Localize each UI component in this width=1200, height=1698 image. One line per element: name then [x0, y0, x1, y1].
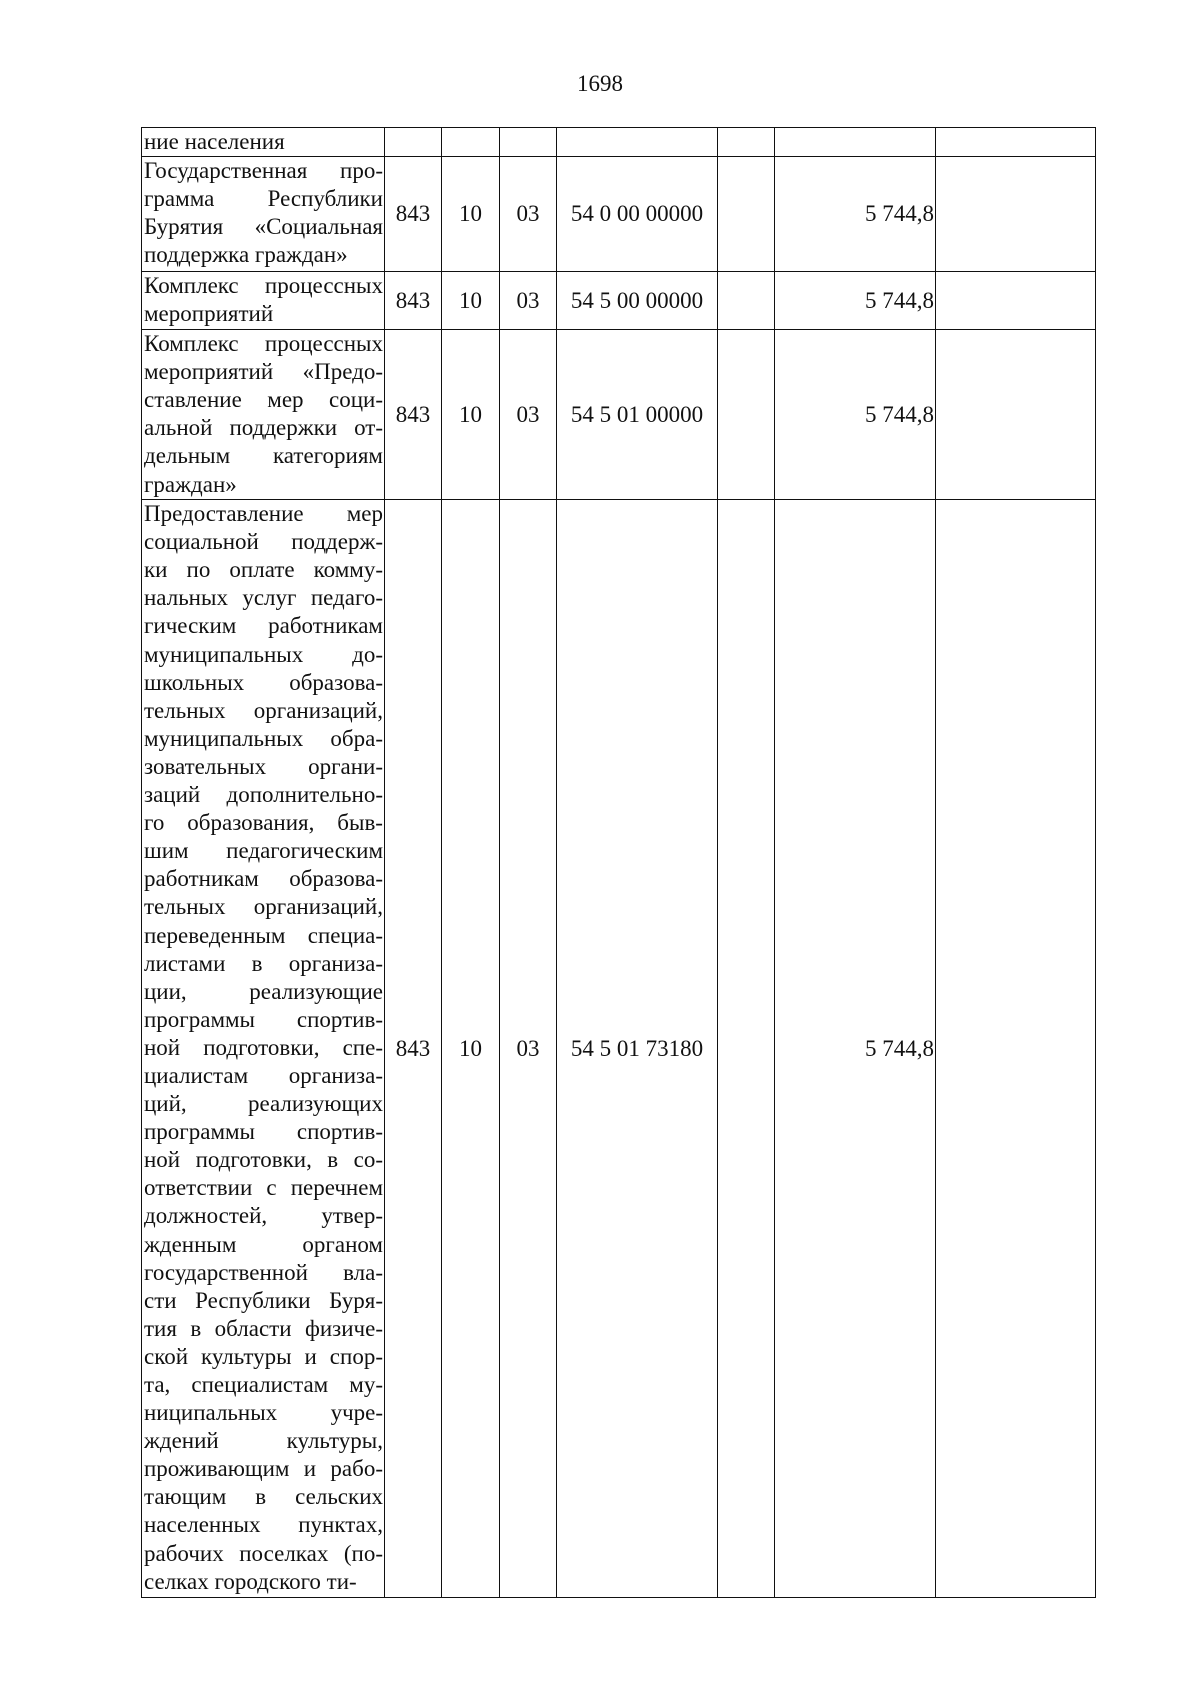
ministry-code-cell: 843	[385, 500, 442, 1598]
table-row	[142, 330, 1096, 500]
extra-amount-cell	[936, 330, 1096, 500]
row-name-line: гическим работникам	[144, 613, 383, 639]
row-name-line: тающим в сельских	[144, 1484, 383, 1510]
row-name-line: Комплекс процессных	[144, 273, 383, 299]
row-name-line: циалистам организа-	[144, 1062, 383, 1088]
table-row	[142, 272, 1096, 330]
row-name-line: муниципальных обра-	[144, 725, 383, 751]
table-body	[142, 128, 1096, 1598]
row-name-line: ской культуры и спор-	[144, 1343, 383, 1369]
row-name-line: ние населения	[144, 129, 285, 154]
row-name-cell	[142, 330, 385, 500]
row-name-line: мероприятий	[144, 301, 274, 327]
row-name-line: ки по оплате комму-	[144, 557, 383, 583]
expense-type-cell	[718, 500, 775, 1598]
row-name-cell	[142, 272, 385, 330]
row-name-line: шим педагогическим	[144, 838, 383, 864]
ministry-code-cell: 843	[385, 272, 442, 330]
row-name-cell	[142, 128, 385, 157]
extra-amount-cell	[936, 157, 1096, 272]
row-name-line: заций дополнительно-	[144, 782, 383, 808]
row-name-line: муниципальных до-	[144, 641, 383, 667]
page-number: 1698	[577, 71, 623, 96]
row-name-line: населенных пунктах,	[144, 1512, 383, 1538]
row-name-line: Бурятия «Социальная	[144, 214, 383, 240]
row-name-line: тия в области физиче-	[144, 1315, 383, 1341]
ministry-code-cell: 843	[385, 330, 442, 500]
row-name-line: тельных организаций,	[144, 697, 383, 723]
ministry-code-cell: 843	[385, 157, 442, 272]
table-row	[142, 500, 1096, 1598]
row-name-line: ниципальных учре-	[144, 1400, 383, 1426]
row-name-line: зовательных органи-	[144, 753, 383, 779]
row-name-line: листами в организа-	[144, 950, 383, 976]
target-article-cell: 54 5 01 73180	[557, 500, 718, 1598]
row-name-line: государственной вла-	[144, 1259, 383, 1285]
table-row	[142, 128, 1096, 157]
row-name-line: Комплекс процессных	[144, 331, 383, 357]
amount-cell: 5 744,8	[775, 330, 936, 500]
expense-type-cell	[718, 157, 775, 272]
extra-amount-cell	[936, 500, 1096, 1598]
section-code-cell	[442, 128, 500, 157]
row-name-line: тельных организаций,	[144, 894, 383, 920]
row-name-line: программы спортив-	[144, 1119, 383, 1145]
row-name-line: мероприятий «Предо-	[144, 359, 383, 385]
target-article-cell	[557, 128, 718, 157]
subsection-code-cell	[500, 128, 557, 157]
row-name-line: ждений культуры,	[144, 1428, 383, 1454]
row-name-line: грамма Республики	[144, 186, 383, 212]
row-name-line: нальных услуг педаго-	[144, 585, 383, 611]
table-row	[142, 157, 1096, 272]
row-name-line: ставление мер соци-	[144, 387, 383, 413]
amount-cell	[775, 128, 936, 157]
row-name-line: ной подготовки, в со-	[144, 1147, 383, 1173]
section-code-cell: 10	[442, 330, 500, 500]
subsection-code-cell: 03	[500, 330, 557, 500]
row-name-line: селках городского ти-	[144, 1568, 357, 1594]
row-name-line: дельным категориям	[144, 443, 383, 469]
subsection-code-cell: 03	[500, 500, 557, 1598]
amount-cell: 5 744,8	[775, 272, 936, 330]
subsection-code-cell: 03	[500, 157, 557, 272]
row-name-line: рабочих поселках (по-	[144, 1540, 383, 1566]
row-name-line: переведенным специа-	[144, 922, 383, 948]
expense-type-cell	[718, 330, 775, 500]
subsection-code-cell: 03	[500, 272, 557, 330]
expense-type-cell	[718, 272, 775, 330]
section-code-cell: 10	[442, 500, 500, 1598]
row-name-line: Предоставление мер	[144, 501, 383, 527]
row-name-line: ной подготовки, спе-	[144, 1034, 383, 1060]
amount-cell: 5 744,8	[775, 157, 936, 272]
row-name-line: та, специалистам му-	[144, 1372, 383, 1397]
row-name-line: работникам образова-	[144, 866, 383, 892]
row-name-line: жденным органом	[144, 1231, 383, 1257]
row-name-cell	[142, 157, 385, 272]
row-name-line: школьных образова-	[144, 669, 383, 695]
ministry-code-cell	[385, 128, 442, 157]
section-code-cell: 10	[442, 272, 500, 330]
target-article-cell: 54 5 01 00000	[557, 330, 718, 500]
row-name-line: альной поддержки от-	[144, 415, 383, 441]
section-code-cell: 10	[442, 157, 500, 272]
budget-table	[141, 127, 1096, 1598]
row-name-line: должностей, утвер-	[144, 1203, 383, 1229]
row-name-line: ответствии с перечнем	[144, 1175, 383, 1201]
row-name-line: ции, реализующие	[144, 978, 383, 1004]
row-name-line: сти Республики Буря-	[144, 1287, 383, 1313]
expense-type-cell	[718, 128, 775, 157]
row-name-cell	[142, 500, 385, 1598]
target-article-cell: 54 0 00 00000	[557, 157, 718, 272]
row-name-line: Государственная про-	[144, 158, 383, 184]
row-name-line: го образования, быв-	[144, 810, 383, 836]
amount-cell: 5 744,8	[775, 500, 936, 1598]
row-name-line: поддержка граждан»	[144, 242, 348, 268]
extra-amount-cell	[936, 128, 1096, 157]
row-name-line: программы спортив-	[144, 1006, 383, 1032]
row-name-line: граждан»	[144, 471, 237, 497]
target-article-cell: 54 5 00 00000	[557, 272, 718, 330]
row-name-line: ций, реализующих	[144, 1091, 383, 1117]
row-name-line: социальной поддерж-	[144, 529, 383, 555]
row-name-line: проживающим и рабо-	[144, 1456, 383, 1482]
extra-amount-cell	[936, 272, 1096, 330]
